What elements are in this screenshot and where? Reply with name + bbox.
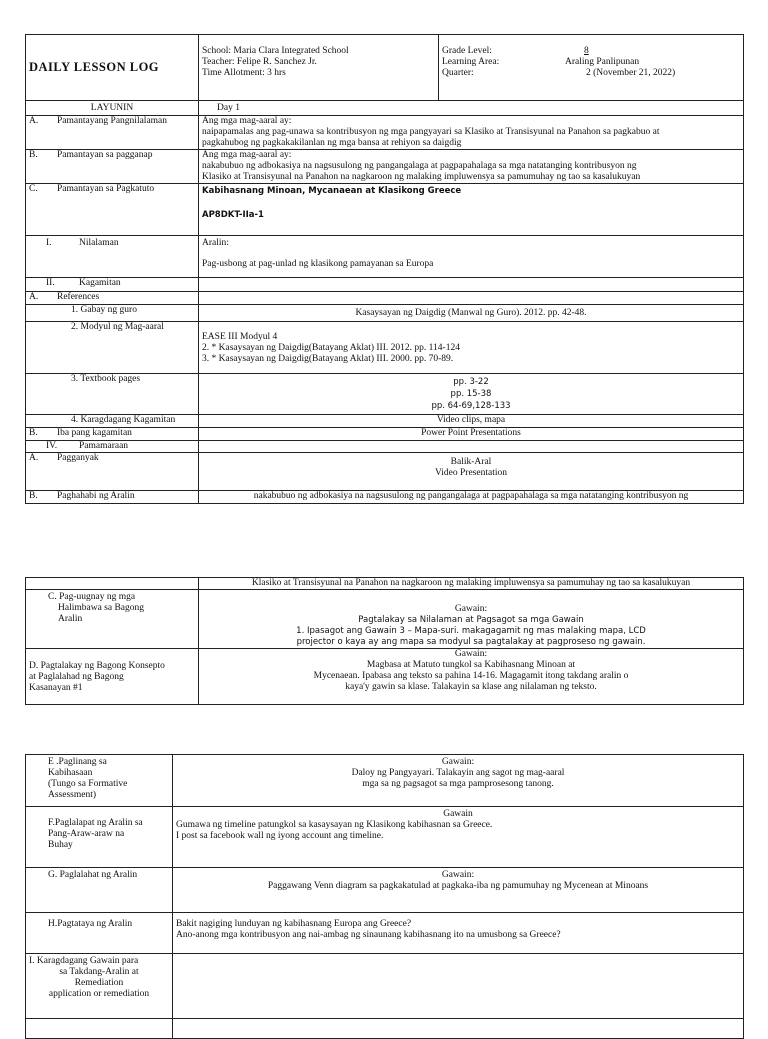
row-content: Gawain: Pagtalakay sa Nilalaman at Pagsagot sa mga Gawain 1. Ipasagot ang Gawain 3 – Mapa-suri. makagagamit ng mas malaking mapa, LCD projector o kaya ay ang mapa sa modyul sa pagtalakay at pagproseso ng gawain. [199, 590, 744, 649]
row-content: Balik-Aral Video Presentation [199, 453, 744, 491]
row-label: 4. Karagdagang Kagamitan [26, 415, 199, 428]
row-label: E .Paglinang sa Kabihasaan (Tungo sa Formative Assessment) [26, 755, 173, 807]
row-partial [26, 1019, 744, 1039]
grade-level [442, 46, 740, 57]
row-nilalaman [26, 236, 744, 278]
row-pagkatuto [26, 184, 744, 236]
row-label: B. Pamantayan sa pagganap [26, 150, 199, 184]
row-pagganyak [26, 453, 744, 491]
row-label: II. Kagamitan [26, 278, 199, 292]
row-pagtalakay [26, 649, 744, 705]
course-info [439, 35, 744, 101]
row-iba [26, 428, 744, 441]
row-paglalapat [26, 807, 744, 868]
row-pagganap [26, 150, 744, 184]
row-content: Kasaysayan ng Daigdig (Manwal ng Guro). 2012. pp. 42-48. [199, 305, 744, 322]
row-paghahabi [26, 491, 744, 504]
row-content: Video clips, mapa [199, 415, 744, 428]
row-content: Ang mga mag-aaral ay: naipapamalas ang pag-unawa sa kontribusyon ng mga pangyayari sa Klasiko at Transisyunal na Panahon sa pagkabuo at pagkahubog ng pagkakakilanlan ng mga bansa at rehiyon sa daigdig [199, 116, 744, 150]
row-label: A. References [26, 292, 199, 305]
row-gabay [26, 305, 744, 322]
time-allotment: Time Allotment: 3 hrs [202, 68, 286, 78]
row-paglinang [26, 755, 744, 807]
area-label: Learning Area: [442, 57, 500, 67]
row-label: G. Paglalahat ng Aralin [26, 868, 173, 913]
quarter-value: 2 (November 21, 2022) [586, 68, 676, 78]
row-textbook [26, 374, 744, 415]
row-label: A. Pamantayang Pangnilalaman [26, 116, 199, 150]
lesson-log-table-2 [25, 577, 744, 705]
row-pamamaraan [26, 441, 744, 453]
quarter [442, 68, 740, 79]
row-label: B. Iba pang kagamitan [26, 428, 199, 441]
row-label: 1. Gabay ng guro [26, 305, 199, 322]
row-label: D. Pagtalakay ng Bagong Konsepto at Paglalahad ng Bagong Kasanayan #1 [26, 649, 199, 705]
row-label: B. Paghahabi ng Aralin [26, 491, 199, 504]
row-content: Ang mga mag-aaral ay: nakabubuo ng adbokasiya na nagsusulong ng pangangalaga at pagpapahalaga sa mga natatanging kontribusyon ng Klasiko at Transisyunal na Panahon na nagkaroon ng malaking impluwensya sa pamumuhay ng tao sa kasalukuyan [199, 150, 744, 184]
header-row [26, 35, 744, 101]
row-label: C. Pamantayan sa Pagkatuto [26, 184, 199, 236]
row-content: EASE III Modyul 4 2. * Kasaysayan ng Daigdig(Batayang Aklat) III. 2012. pp. 114-124 3. * Kasaysayan ng Daigdig(Batayang Aklat) III. 2000. pp. 70-89. [199, 322, 744, 374]
row-references [26, 292, 744, 305]
row-content: Bakit nagiging lunduyan ng kabihasnang Europa ang Greece? Ano-anong mga kontribusyon ang nai-ambag ng sinaunang kabihasnang ito na umusbong sa Greece? [173, 913, 744, 954]
row-content: Power Point Presentations [199, 428, 744, 441]
lesson-log-table-1 [25, 34, 744, 504]
day-label: Day 1 [199, 101, 744, 116]
learning-area [442, 57, 740, 68]
lesson-log-table-3 [25, 754, 744, 1039]
grade-label: Grade Level: [442, 46, 492, 56]
row-label: F.Paglalapat ng Aralin sa Pang-Araw-araw na Buhay [26, 807, 173, 868]
school-name: School: Maria Clara Integrated School [202, 46, 349, 56]
row-modyul [26, 322, 744, 374]
row-content: Gawain: Magbasa at Matuto tungkol sa Kabihasnang Minoan at Mycenaean. Ipabasa ang teksto sa pahina 14-16. Magagamit itong takdang aralin o kaya'y gawin sa klase. Talakayin sa klase ang nilalaman ng teksto. [199, 649, 744, 705]
row-label: IV. Pamamaraan [26, 441, 199, 453]
row-label: 2. Modyul ng Mag-aaral [26, 322, 199, 374]
row-label: C. Pag-uugnay ng mga Halimbawa sa Bagong Aralin [26, 590, 199, 649]
continuation-row [26, 578, 744, 590]
quarter-label: Quarter: [442, 68, 474, 78]
row-paglalahat [26, 868, 744, 913]
row-label: A. Pagganyak [26, 453, 199, 491]
row-content: Gawain: Daloy ng Pangyayari. Talakayin ang sagot ng mag-aaral mga sa ng pagsagot sa mga pamprosesong tanong. [173, 755, 744, 807]
page-title: DAILY LESSON LOG [26, 35, 199, 101]
school-info [199, 35, 439, 101]
row-content: Gawain: Paggawang Venn diagram sa pagkakatulad at pagkaka-iba ng pamumuhay ng Mycenean at Minoans [173, 868, 744, 913]
layunin-label: LAYUNIN [26, 101, 199, 116]
row-label: H.Pagtataya ng Aralin [26, 913, 173, 954]
row-pagtataya [26, 913, 744, 954]
row-karagdagang [26, 415, 744, 428]
row-content: pp. 3-22 pp. 15-38 pp. 64-69,128-133 [199, 374, 744, 415]
row-label: I. Karagdagang Gawain para sa Takdang-Aralin at Remediation application or remediation [26, 954, 173, 1019]
row-karagdagang-gawain [26, 954, 744, 1019]
row-kagamitan [26, 278, 744, 292]
layunin-row [26, 101, 744, 116]
row-content: Aralin: Pag-usbong at pag-unlad ng klasikong pamayanan sa Europa [199, 236, 744, 278]
teacher-name: Teacher: Felipe R. Sanchez Jr. [202, 57, 317, 67]
grade-value: 8 [584, 46, 589, 56]
row-label: 3. Textbook pages [26, 374, 199, 415]
row-pag-uugnay [26, 590, 744, 649]
row-label: I. Nilalaman [26, 236, 199, 278]
row-content: nakabubuo ng adbokasiya na nagsusulong ng pangangalaga at pagpapahalaga sa mga natatanging kontribusyon ng [199, 491, 744, 504]
row-content: Kabihasnang Minoan, Mycanaean at Klasikong Greece AP8DKT-IIa-1 [199, 184, 744, 236]
row-pangnilalaman [26, 116, 744, 150]
row-content: Klasiko at Transisyunal na Panahon na nagkaroon ng malaking impluwensya sa pamumuhay ng tao sa kasalukuyan [199, 578, 744, 590]
row-content: Gawain Gumawa ng timeline patungkol sa kasaysayan ng Klasikong kabihasnan sa Greece. I post sa facebook wall ng iyong account ang timeline. [173, 807, 744, 868]
area-value: Araling Panlipunan [565, 57, 640, 67]
